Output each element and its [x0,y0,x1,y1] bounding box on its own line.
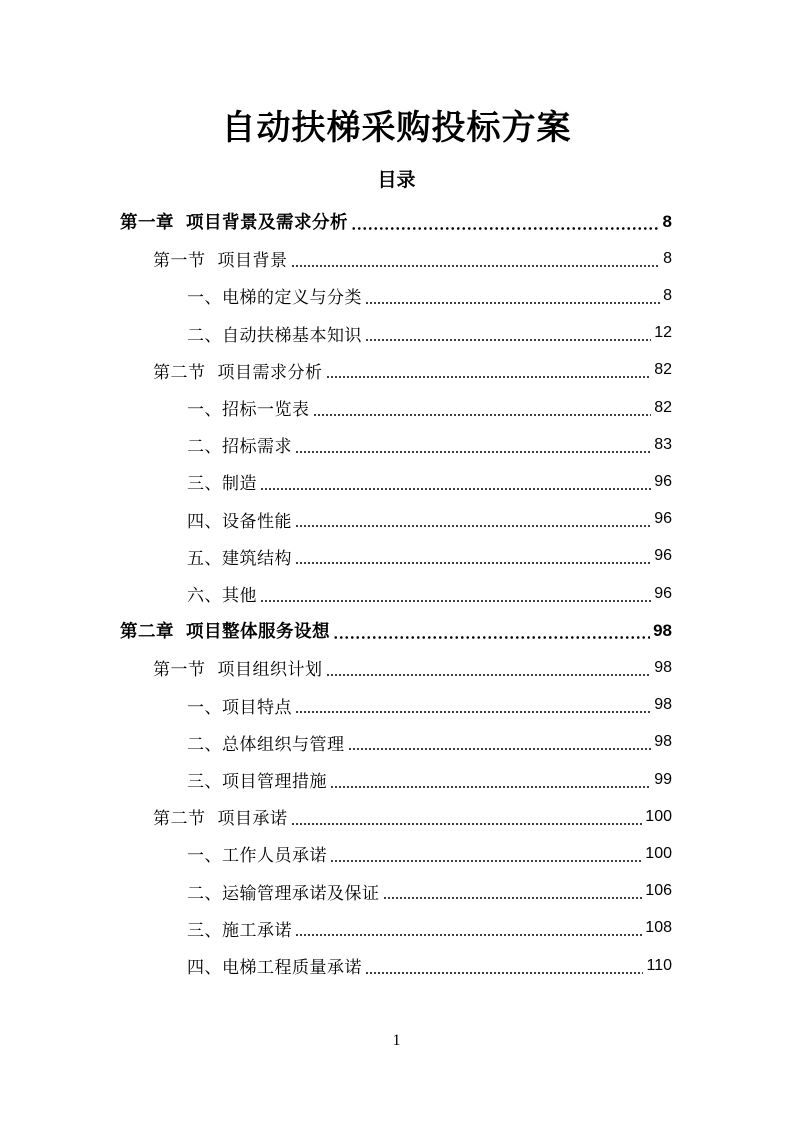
toc-entry-label [153,246,288,271]
toc-entry-item[interactable] [187,463,672,500]
toc-entry-section[interactable] [153,798,672,835]
toc-entry-item[interactable] [187,538,672,575]
toc-entry-number: 二、 [187,325,222,346]
toc-entry-title: 总体组织与管理 [222,734,345,755]
toc-dot-leader [291,823,643,825]
toc-entry-chapter[interactable] [120,203,672,240]
toc-entry-title: 施工承诺 [222,920,292,941]
toc-dot-leader [330,860,642,862]
toc-entry-item[interactable] [187,277,672,314]
toc-entry-item[interactable] [187,947,672,984]
toc-entry-item[interactable] [187,910,672,947]
toc-entry-page: 100 [645,844,672,862]
toc-entry-number: 第二节 [153,809,206,830]
toc-dot-leader [295,711,651,713]
toc-entry-section[interactable] [153,240,672,277]
toc-dot-leader [295,525,651,527]
toc-entry-item[interactable] [187,687,672,724]
toc-dot-leader [260,600,651,602]
document-title: 自动扶梯采购投标方案 [221,108,572,148]
toc-entry-page: 98 [654,733,672,751]
toc-entry-page: 110 [646,956,672,974]
toc-entry-label [153,358,323,383]
toc-entry-page: 96 [654,584,672,602]
toc-entry-title: 项目背景 [217,251,288,272]
toc-dot-leader [365,972,643,974]
toc-entry-number: 第二节 [153,362,206,383]
toc-dot-leader [330,786,651,788]
toc-entry-item[interactable] [187,761,672,798]
toc-entry-title: 项目管理措施 [222,772,327,792]
toc-dot-leader [295,934,642,936]
toc-entry-label [187,469,257,494]
toc-entry-section[interactable] [153,352,672,389]
toc-entry-label [187,544,292,569]
toc-heading: 目录 [377,169,416,191]
toc-entry-chapter[interactable] [120,612,672,649]
toc-entry-number: 第一章 [120,213,174,233]
toc-entry-title: 其他 [222,586,257,606]
toc-entry-number: 一、 [187,697,222,718]
toc-entry-label [153,655,323,680]
toc-entry-label [120,618,330,643]
toc-entry-label [187,581,257,606]
toc-dot-leader [295,562,651,564]
toc-entry-item[interactable] [187,873,672,910]
toc-dot-leader [260,488,651,490]
toc-entry-number: 第一节 [153,251,206,272]
toc-entry-title: 设备性能 [222,511,292,532]
toc-entry-title: 制造 [222,474,257,495]
toc-entry-title: 项目需求分析 [217,362,323,383]
toc-entry-number: 四、 [187,511,222,532]
toc-entry-label [187,321,362,346]
toc-dot-leader [295,451,651,453]
toc-entry-item[interactable] [187,835,672,872]
toc-entry-item[interactable] [187,501,672,538]
toc-entry-item[interactable] [187,389,672,426]
toc-entry-title: 项目组织计划 [217,660,323,681]
toc-entry-number: 三、 [187,772,222,792]
toc-entry-page: 106 [645,882,672,900]
toc-dot-leader [365,339,651,341]
toc-entry-label [187,953,362,978]
toc-entry-page: 96 [654,510,672,528]
toc-entry-page: 100 [645,807,672,825]
toc-entry-page: 82 [654,398,672,416]
toc-entry-number: 三、 [187,474,222,495]
toc-entry-section[interactable] [153,649,672,686]
toc-entry-label [120,209,348,234]
toc-entry-item[interactable] [187,426,672,463]
toc-entry-number: 一、 [187,846,222,867]
toc-entry-page: 98 [653,620,672,640]
toc-entry-page: 12 [654,324,672,342]
toc-entry-title: 项目背景及需求分析 [186,213,348,233]
toc-entry-number: 四、 [187,958,222,978]
toc-entry-label [187,395,310,420]
toc-entry-title: 项目承诺 [217,809,288,830]
toc-entry-label [187,283,362,308]
toc-entry-number: 三、 [187,920,222,941]
toc-dot-leader [326,674,652,676]
toc-entry-page: 98 [654,696,672,714]
toc-entry-label [187,916,292,941]
toc-dot-leader [333,636,650,639]
toc-entry-title: 项目整体服务设想 [186,622,330,643]
toc-entry-page: 96 [654,547,672,565]
toc-entry-number: 第二章 [120,622,174,643]
toc-entry-title: 电梯的定义与分类 [222,288,362,309]
page-number: 1 [392,1032,401,1049]
toc-entry-title: 自动扶梯基本知识 [222,325,362,346]
toc-entry-label [187,841,327,866]
toc-entry-page: 96 [654,472,672,490]
toc-entry-page: 8 [663,286,672,304]
toc-entry-title: 工作人员承诺 [222,846,327,867]
toc-dot-leader [351,227,660,230]
toc-dot-leader [291,265,661,267]
toc-entry-page: 8 [662,211,672,231]
toc-entry-title: 招标一览表 [222,400,310,420]
toc-dot-leader [326,376,652,378]
toc-entry-page: 99 [654,770,672,788]
toc-entry-number: 一、 [187,400,222,420]
toc-dot-leader [348,748,652,750]
toc-entry-label [187,693,292,718]
toc-entry-number: 二、 [187,437,222,458]
toc-entry-number: 二、 [187,883,222,904]
toc-entry-title: 运输管理承诺及保证 [222,883,380,904]
toc-dot-leader [383,897,643,899]
toc-entry-title: 电梯工程质量承诺 [222,958,362,978]
toc-entry-label [187,879,380,904]
toc-dot-leader [313,414,652,416]
toc-entry-number: 二、 [187,734,222,755]
toc-entry-label [153,804,288,829]
toc-entry-label [187,507,292,532]
toc-entry-label [187,432,292,457]
toc-entry-number: 第一节 [153,660,206,681]
toc-entry-page: 82 [654,361,672,379]
toc-entry-page: 108 [645,919,672,937]
toc-entry-title: 项目特点 [222,697,292,718]
toc-entry-title: 建筑结构 [222,548,292,569]
toc-entry-number: 六、 [187,586,222,606]
toc-entry-number: 一、 [187,288,222,309]
toc-dot-leader [365,302,660,304]
toc-entry-page: 8 [663,249,672,267]
toc-entry-item[interactable] [187,724,672,761]
toc-entry-label [187,767,327,792]
toc-entry-label [187,730,345,755]
toc-entry-item[interactable] [187,315,672,352]
toc-entry-item[interactable] [187,575,672,612]
toc-entry-page: 83 [654,435,672,453]
toc-entry-title: 招标需求 [222,437,292,458]
toc-entry-page: 98 [654,658,672,676]
toc-entry-number: 五、 [187,548,222,569]
